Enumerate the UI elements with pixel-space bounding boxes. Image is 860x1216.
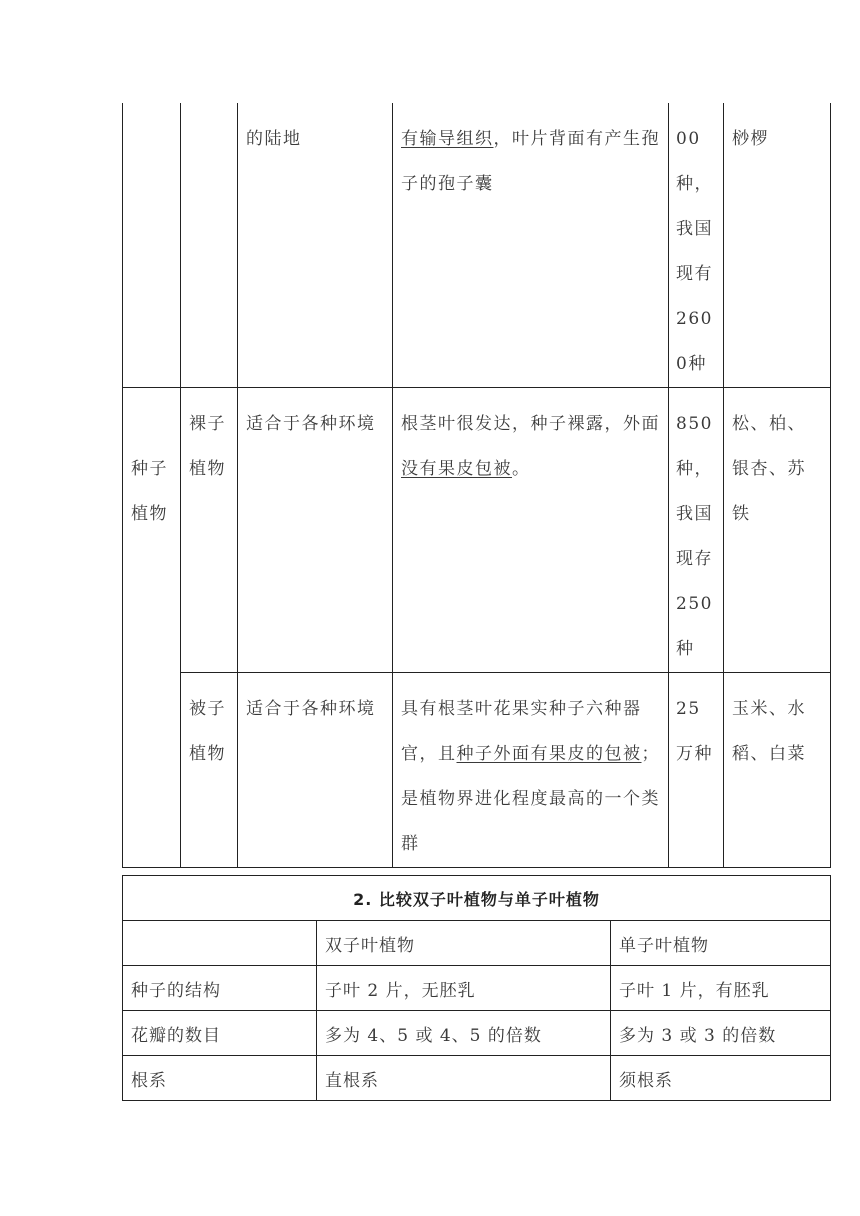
plant-classification-table xyxy=(122,103,831,868)
comparison-table xyxy=(122,875,831,1101)
table-row xyxy=(123,388,831,673)
table-cell xyxy=(123,103,181,388)
table-header-row xyxy=(123,921,831,966)
plant-name-cell: 被子植物 xyxy=(181,673,238,868)
count-cell: 00种，我国现有2600种 xyxy=(669,103,724,388)
header-cell xyxy=(123,921,317,966)
table-cell: 多为 3 或 3 的倍数 xyxy=(611,1011,831,1056)
count-cell: 25万种 xyxy=(669,673,724,868)
table-row xyxy=(123,1011,831,1056)
table-row xyxy=(123,673,831,868)
header-cell: 双子叶植物 xyxy=(317,921,611,966)
plant-name-cell: 裸子植物 xyxy=(181,388,238,673)
underlined-text: 种子外面有果皮的包被 xyxy=(456,744,642,764)
table-cell: 子叶 2 片，无胚乳 xyxy=(317,966,611,1011)
table-row xyxy=(123,966,831,1011)
count-cell: 850种，我国现存250种 xyxy=(669,388,724,673)
row-label-cell: 根系 xyxy=(123,1056,317,1101)
table-title: 2. 比较双子叶植物与单子叶植物 xyxy=(123,876,831,921)
habitat-cell: 适合于各种环境 xyxy=(238,673,393,868)
group-label-cell: 种子植物 xyxy=(123,388,181,868)
underlined-text: 有输导组织 xyxy=(401,129,494,149)
table-cell: 多为 4、5 或 4、5 的倍数 xyxy=(317,1011,611,1056)
table-cell xyxy=(181,103,238,388)
table-cell: 须根系 xyxy=(611,1056,831,1101)
feature-cell: 有输导组织，叶片背面有产生孢子的孢子囊 xyxy=(393,103,669,388)
feature-cell: 具有根茎叶花果实种子六种器官，且种子外面有果皮的包被；是植物界进化程度最高的一个类群 xyxy=(393,673,669,868)
table-title-row xyxy=(123,876,831,921)
underlined-text: 没有果皮包被 xyxy=(401,459,512,479)
examples-cell: 松、柏、银杏、苏铁 xyxy=(724,388,831,673)
table-cell: 子叶 1 片，有胚乳 xyxy=(611,966,831,1011)
table-row xyxy=(123,103,831,388)
habitat-cell: 的陆地 xyxy=(238,103,393,388)
row-label-cell: 种子的结构 xyxy=(123,966,317,1011)
row-label-cell: 花瓣的数目 xyxy=(123,1011,317,1056)
table-cell: 直根系 xyxy=(317,1056,611,1101)
table-row xyxy=(123,1056,831,1101)
feature-cell: 根茎叶很发达，种子裸露，外面没有果皮包被。 xyxy=(393,388,669,673)
examples-cell: 桫椤 xyxy=(724,103,831,388)
habitat-cell: 适合于各种环境 xyxy=(238,388,393,673)
examples-cell: 玉米、水稻、白菜 xyxy=(724,673,831,868)
header-cell: 单子叶植物 xyxy=(611,921,831,966)
